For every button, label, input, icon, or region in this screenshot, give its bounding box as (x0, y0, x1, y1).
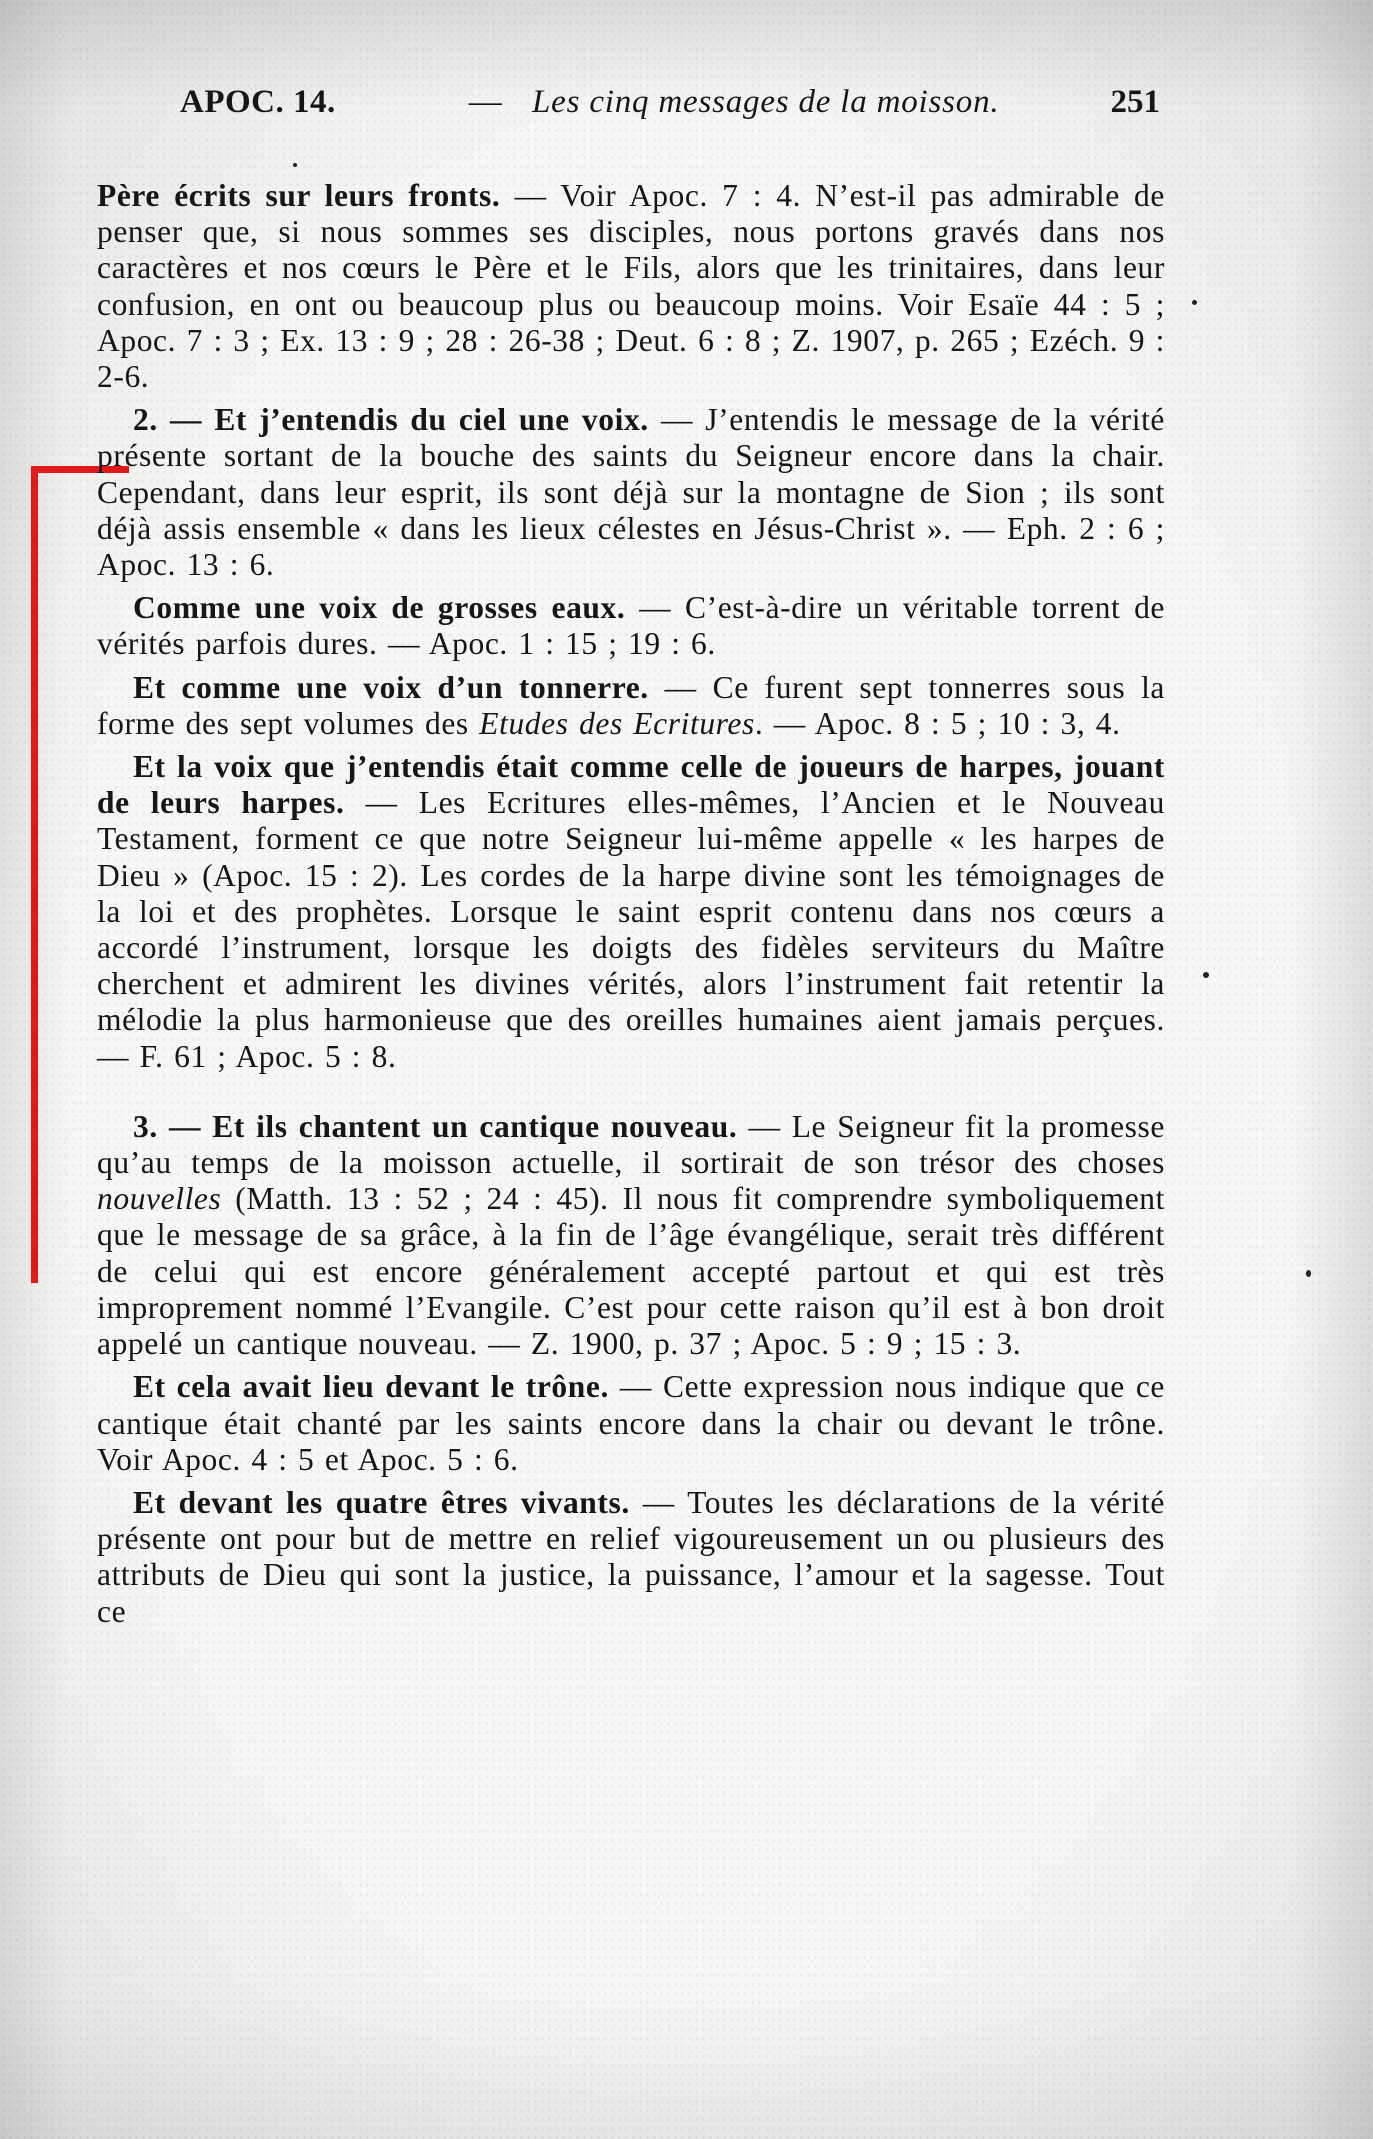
paragraph-harpes (97, 749, 1165, 1075)
paragraph-text: — Toutes les déclarations de la vérité présente ont pour but de mettre en relief vigoureusement un ou plusieurs des attributs de Dieu qui sont la justice, la puissance, l’amour et la sagesse. Tout ce (97, 1484, 1165, 1629)
paragraph-verse-2 (97, 402, 1165, 583)
paragraph-text: — C’est-à-dire un véritable torrent de vérités parfois dures. — Apoc. 1 : 15 ; 19 : 6. (97, 590, 1166, 662)
body-text (97, 178, 1165, 1637)
paragraph-lead: Père écrits sur leurs fronts. (97, 178, 501, 213)
paragraph-lead: Et devant les quatre êtres vivants. (133, 1484, 630, 1520)
scan-speck (1192, 300, 1197, 305)
paragraph-lead: Et la voix que j’entendis était comme celle de joueurs de harpes, jouant de leurs harpes. (97, 749, 1165, 821)
paragraph-text: (Matth. 13 : 52 ; 24 : 45). Il nous fit comprendre symboliquement que le message de sa grâce, à la fin de l’âge évangélique, serait très différent de celui qui est encore généralement accepté partout et qui est très improprement nommé l’Evangile. C’est pour cette raison qu’il est à bon droit appelé un cantique nouveau. — Z. 1900, p. 37 ; Apoc. 5 : 9 ; 15 : 3. (97, 1181, 1165, 1362)
paragraph-italic: Etudes des Ecritures (479, 705, 755, 741)
paragraph-quatre-etres (97, 1485, 1165, 1630)
header-reference: APOC. 14. (180, 84, 336, 120)
paragraph-lead: Et comme une voix d’un tonnerre. (133, 669, 649, 705)
header-title: Les cinq messages de la moisson. (532, 84, 1000, 120)
paragraph-text: — Les Ecritures elles-mêmes, l’Ancien et le Nouveau Testament, forment ce que notre Seigneur lui-même appelle « les harpes de Dieu » (Apoc. 15 : 2). Les cordes de la harpe divine sont les témoignages de la loi et des prophètes. Lorsque le saint esprit contenu dans nos cœurs a accordé l’instrument, lorsque les doigts des fidèles serviteurs du Maître cherchent et admirent les divines vérités, alors l’instrument fait retentir la mélodie la plus harmonieuse que des oreilles humaines aient jamais perçues. — F. 61 ; Apoc. 5 : 8. (97, 785, 1165, 1074)
paragraph-lead: 3. — Et ils chantent un cantique nouveau. (133, 1108, 738, 1144)
paragraph-grosses-eaux (97, 590, 1165, 662)
paragraph-text: — Le Seigneur fit la promesse qu’au temps de la moisson actuelle, il sortirait de son trésor des choses (97, 1108, 1165, 1181)
paragraph-verse-3 (97, 1109, 1165, 1362)
running-header (180, 84, 1160, 121)
scan-speck (1203, 972, 1209, 978)
paragraph-text: — Cette expression nous indique que ce cantique était chanté par les saints encore dans la chair ou devant le trône. Voir Apoc. 4 : 5 et Apoc. 5 : 6. (97, 1369, 1165, 1477)
paragraph-pere-ecrits (97, 178, 1165, 395)
paragraph-devant-le-trone (97, 1369, 1165, 1478)
header-title-group (447, 84, 1000, 121)
paragraph-lead: 2. — Et j’entendis du ciel une voix. (133, 402, 649, 438)
header-dash: — (468, 84, 502, 120)
paragraph-italic: nouvelles (97, 1181, 222, 1217)
paragraph-text: . — Apoc. 8 : 5 ; 10 : 3, 4. (754, 705, 1121, 741)
paragraph-tonnerre (97, 670, 1165, 742)
paragraph-text: — J’entendis le message de la vérité présente sortant de la bouche des saints du Seigneur encore dans la chair. Cependant, dans leur esprit, ils sont déjà sur la montagne de Sion ; ils sont déjà assis ensemble « dans les lieux célestes en Jésus-Christ ». — Eph. 2 : 6 ; Apoc. 13 : 6. (97, 402, 1165, 583)
scan-speck (293, 163, 297, 167)
paragraph-lead: Et cela avait lieu devant le trône. (133, 1369, 609, 1405)
paragraph-text: — Voir Apoc. 7 : 4. N’est-il pas admirable de penser que, si nous sommes ses disciples, nous portons gravés dans nos caractères et nos cœurs le Père et le Fils, alors que les trinitaires, dans leur confusion, en ont ou beaucoup plus ou beaucoup moins. Voir Esaïe 44 : 5 ; Apoc. 7 : 3 ; Ex. 13 : 9 ; 28 : 26-38 ; Deut. 6 : 8 ; Z. 1907, p. 265 ; Ezéch. 9 : 2-6. (97, 178, 1165, 395)
paragraph-text: — Ce furent sept tonnerres sous la forme des sept volumes des (97, 669, 1166, 741)
scan-speck (1306, 1270, 1311, 1277)
page-number: 251 (1110, 84, 1160, 120)
paragraph-lead: Comme une voix de grosses eaux. (133, 590, 626, 626)
